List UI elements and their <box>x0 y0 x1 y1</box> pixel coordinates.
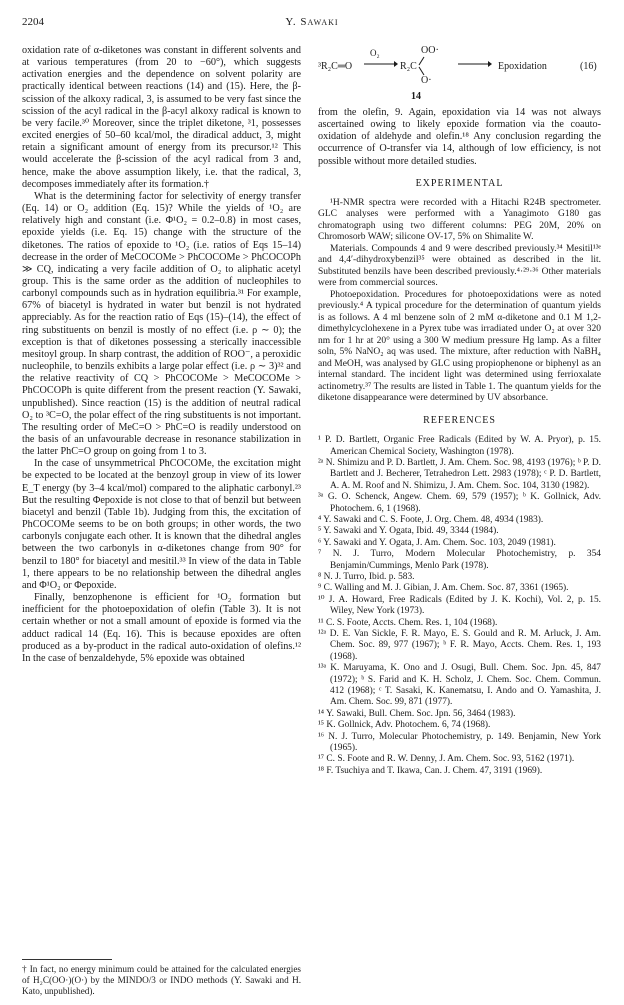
page-header <box>22 16 602 32</box>
reference-item: ¹ P. D. Bartlett, Organic Free Radicals (Edited by W. A. Pryor), p. 15. American Chemical Society, Washington (1978). <box>318 435 601 457</box>
references-list <box>318 435 601 777</box>
running-head-author: Y. Sawaki <box>285 16 339 28</box>
body-paragraph: from the olefin, 9. Again, epoxidation via 14 was not always ascertained owing to likely epoxide formation via the coauto-oxidation of aldehyde and olefin.¹⁸ Any conclusion regarding the occurrence of O-transfer via 14, although of low efficiency, is not possible without more detailed studies. <box>318 107 601 167</box>
equation-arrow-2 <box>458 59 492 73</box>
reference-item: ⁴ Y. Sawaki and C. S. Foote, J. Org. Chem. 48, 4934 (1983). <box>318 514 544 525</box>
reference-item: ²ᵃ N. Shimizu and P. D. Bartlett, J. Am. Chem. Soc. 98, 4193 (1976); ᵇ P. D. Bartlett and J. Becherer, Tetrahedron Lett. 2983 (1978); ᶜ P. D. Bartlett, A. A. M. Roof and N. Shimizu, J. Am. Chem. Soc. 104, 3130 (1982). <box>318 457 601 491</box>
equation-label: 14 <box>411 91 421 102</box>
body-paragraph: In the case of unsymmetrical PhCOCOMe, the excitation might be expected to be located at the benzoyl group in view of its lower E_T energy (by 3–4 kcal/mol) compared to the aliphatic carbonyl.²³ But the resulting Φepoxide is not close to that of benzil but between biacetyl and benzil (Table 1b). Judging from this, the excitation of PhCOCOMe seems to be on both groups; in other words, the two carbonyls conjugate each other. It is known that the dihedral angles between the two carbonyls in α-diketones change from 90° for benzil to 180° for biacetyl and mesitil.³³ In view of the data in Table 1, there appears to be no relationship between the dihedral angles and Φ¹O₂ or Φepoxide. <box>22 458 301 591</box>
footnote-rule <box>22 959 112 960</box>
equation-16 <box>318 45 601 107</box>
equation-arrow-1 <box>364 59 398 73</box>
reference-item: ¹⁵ K. Gollnick, Adv. Photochem. 6, 74 (1968). <box>318 720 491 731</box>
reference-item: ⁶ Y. Sawaki and Y. Ogata, J. Am. Chem. Soc. 103, 2049 (1981). <box>318 537 556 548</box>
experimental-paragraph: Photoepoxidation. Procedures for photoepoxidations were as noted previously.⁴ A typical procedure for the determination of quantum yields is as follows. A 4 ml benzene soln of 2 mM α-diketone and 0.1 M 1,2-dimethylcyclohexene in a Pyrex tube was irradiated under O₂ at over 320 nm for 1 hr at 20° using a 300 W medium pressure Hg lamp. As a filter soln, 5% NaNO₂ aq was used. The mixture, after reduction with NaBH₄ and MeOH, was analysed by GLC using propiophenone or biphenyl as an internal standard. The incident light was determined using ferrioxalate actinometry.³⁷ The results are listed in Table 1. The quantum yields for the diketone disappearance were determined by UV absorbance. <box>318 289 601 404</box>
equation-product: Epoxidation <box>498 61 547 72</box>
reference-item: ⁵ Y. Sawaki and Y. Ogata, Ibid. 49, 3344 (1984). <box>318 526 499 537</box>
experimental-heading: EXPERIMENTAL <box>415 177 504 189</box>
body-paragraph: Finally, benzophenone is efficient for ¹O₂ formation but inefficient for the photoepoxidation of olefin (Table 3). It is not certain whether or not a small amount of epoxide is formed via the adduct radical 14 (Eq. 16). This is because epoxides are often produced as a by-product in the radical auto-oxidation of olefins.¹² In the case of benzaldehyde, 5% epoxide was obtained <box>22 592 301 664</box>
reference-item: ¹⁷ C. S. Foote and R. W. Denny, J. Am. Chem. Soc. 93, 5162 (1971). <box>318 754 575 765</box>
reference-item: ⁹ C. Walling and M. J. Gibian, J. Am. Chem. Soc. 87, 3361 (1965). <box>318 583 569 594</box>
equation-intermediate-base: R₂C <box>400 61 417 72</box>
references-heading: REFERENCES <box>423 414 496 426</box>
reference-item: ⁷ N. J. Turro, Modern Molecular Photochemistry, p. 354 Benjamin/Cummings, Menlo Park (1978). <box>318 549 601 571</box>
reference-item: ⁸ N. J. Turro, Ibid. p. 583. <box>318 571 415 582</box>
experimental-paragraph: ¹H-NMR spectra were recorded with a Hitachi R24B spectrometer. GLC analyses were performed with a Yanagimoto G180 gas chromatograph using two different columns: PEG 20M, 20% on Chromosorb WAW; silicone OV-17, 5% on Shimalite W. <box>318 197 601 243</box>
equation-reagent: O₂ <box>370 48 380 58</box>
reference-item: ¹⁰ J. A. Howard, Free Radicals (Edited by J. K. Kochi), Vol. 2, p. 15. Wiley, New York (1973). <box>318 594 601 617</box>
reference-item: ¹⁴ Y. Sawaki, Bull. Chem. Soc. Jpn. 56, 3464 (1983). <box>318 708 516 719</box>
equation-reactant: ³R₂C═O <box>318 61 353 72</box>
footnote <box>22 949 301 997</box>
equation-intermediate-top: OO· <box>421 45 439 56</box>
reference-item: ¹²ᵃ D. E. Van Sickle, F. R. Mayo, E. S. Gould and R. M. Arluck, J. Am. Chem. Soc. 89, 977 (1967); ᵇ F. R. Mayo, Accts. Chem. Res. 1, 193 (1968). <box>318 629 601 662</box>
equation-number: (16) <box>580 61 597 72</box>
reference-item: ³ᵃ G. O. Schenck, Angew. Chem. 69, 579 (1957); ᵇ K. Gollnick, Adv. Photochem. 6, 1 (1968). <box>318 492 601 514</box>
page-number: 2204 <box>22 16 44 28</box>
body-paragraph: oxidation rate of α-diketones was constant in different solvents and at various temperatures (from 20 to −60°), which suggests activation energies and the dependence on solvent polarity are practically identical between reactions (14) and (15). Here, the β-scission of the alkoxy radical, 3, is assumed to be very fast since the scission of the acyl radical in the β-acyl alkoxy radical is known to be very facile.³⁰ Moreover, since the triplet diketone, ³1, possesses excited energies of 50–60 kcal/mol, the diradical adduct, 3, might retain a significant amount of energy from its precursor.¹² This would accelerate the β-scission of the acyl radical from 3 and, hence, make the above assumption likely, i.e. that the radical, 3, decomposes immediately after its formation.† <box>22 45 301 190</box>
reference-item: ¹¹ C. S. Foote, Accts. Chem. Res. 1, 104 (1968). <box>318 617 498 628</box>
right-column <box>318 45 601 777</box>
body-paragraph: What is the determining factor for selectivity of energy transfer (Eq. 14) or O₂ addition (Eq. 15)? While the yields of ¹O₂ are relatively high and constant (i.e. Φ¹O₂ = 0.2–0.8) in most cases, epoxide yields (i.e. Eq. 15) change with the structure of the diketones. The ratios of epoxide to ¹O₂ (i.e. ratios of Eqs 15–14) decrease in the order of MeCOCOMe > PhCOCOMe > PhCOCOPh ≫ CQ, indicating a very facile addition of O₂ to aliphatic acetyl group. This is the same order as the addition of nucleophiles to carbonyl compounds such as in hydration equilibria.³¹ For example, 67% of biacetyl is hydrated in water but benzil is not hydrated appreciably. As for the reaction ratio of Eqs (15)–(14), the effect of ring substituents on benzil is mostly of no effect (i.e. ρ ∼ 0); the exception is that of diketones possessing a sterically inaccessible mesitoyl group. In sharp contrast, the addition of ROO⁻, a peroxidic nucleophile, to benzils exhibits a large polar effect (i.e. ρ ∼ 3)³² and the relative reactivity of CQ > PhCOCOMe > MeCOCOMe > PhCOCOPh is quite different from the present reaction (Y. Sawaki, unpublished). Since reaction (15) is the addition of neutral radical O₂ to ³C=O, the polar effect of the ring substituents is not important. The resulting order of MeC=O > PhC=O is readily understood on the basis of an unfavourable decrease in resonance stabilization in the latter PhC=O group on going from 1 to 3. <box>22 190 301 458</box>
left-column <box>22 45 301 665</box>
footnote-text: † In fact, no energy minimum could be attained for the calculated energies of H₂C(OO·)(O·) by the MINDO/3 or INDO methods (Y. Sawaki and H. Kato, unpublished). <box>22 964 301 996</box>
reference-item: ¹⁶ N. J. Turro, Molecular Photochemistry, p. 149. Benjamin, New York (1965). <box>318 731 601 754</box>
reference-item: ¹³ᵃ K. Maruyama, K. Ono and J. Osugi, Bull. Chem. Soc. Jpn. 45, 847 (1972); ᵇ S. Farid and K. H. Scholz, J. Chem. Soc. Chem. Commun. 412 (1968); ᶜ T. Sasaki, K. Kanematsu, I. Ando and O. Yamashita, J. Am. Chem. Soc. 99, 871 (1977). <box>318 663 601 708</box>
equation-intermediate-bottom: O· <box>421 75 432 86</box>
experimental-paragraph: Materials. Compounds 4 and 9 were described previously.³⁴ Mesitil¹³ᵉ and 4,4′-dihydroxybenzil³⁵ were obtained as described in the lit. Substituted benzils have been described previously.⁴·²⁹·³⁶ Other materials were from commercial sources. <box>318 243 601 289</box>
reference-item: ¹⁸ F. Tsuchiya and T. Ikawa, Can. J. Chem. 47, 3191 (1969). <box>318 765 543 776</box>
